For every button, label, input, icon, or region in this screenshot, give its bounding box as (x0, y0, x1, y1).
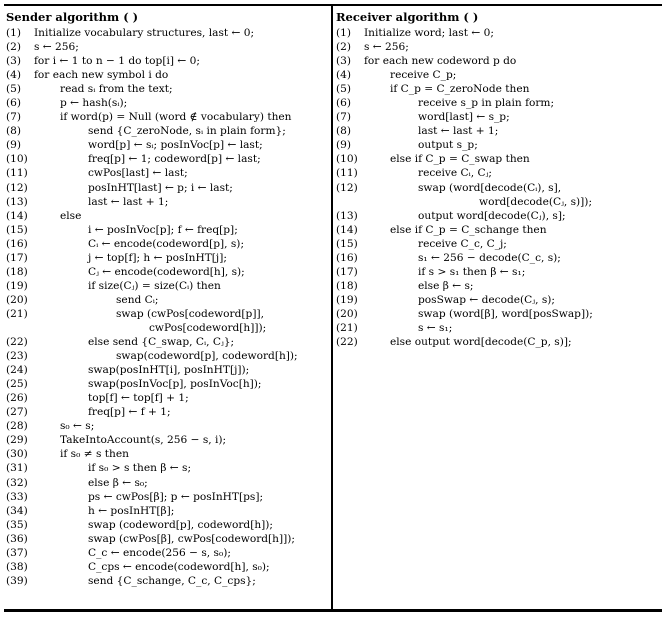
receiver-line (336, 68, 658, 82)
line-number: (12) (6, 181, 28, 194)
line-number: (17) (6, 251, 28, 264)
receiver-line (336, 251, 658, 265)
sender-line (6, 223, 328, 237)
line-number: (11) (336, 167, 358, 180)
line-number: (16) (336, 251, 358, 264)
receiver-line (336, 181, 658, 195)
line-number: (34) (6, 504, 28, 517)
line-number: (27) (6, 406, 28, 419)
code-text: if word(p) = Null (word ∉ vocabulary) then (60, 111, 292, 124)
receiver-line (336, 124, 658, 138)
sender-line (6, 293, 328, 307)
code-text: last ← last + 1; (418, 125, 499, 138)
code-text: h ← posInHT[β]; (88, 504, 175, 517)
sender-line (6, 546, 328, 560)
code-text: for each new codeword p do (364, 55, 517, 68)
line-number: (26) (6, 392, 28, 405)
code-text: C_c ← encode(256 − s, s₀); (88, 546, 231, 559)
code-text: s₀ ← s; (60, 420, 95, 433)
sender-line (6, 335, 328, 349)
code-text: swap(posInVoc[p], posInVoc[h]); (88, 378, 262, 391)
code-text: ps ← cwPos[β]; p ← posInHT[ps]; (88, 490, 264, 503)
receiver-line (336, 152, 658, 166)
line-number: (21) (6, 307, 28, 320)
code-text: if s > s₁ then β ← s₁; (418, 265, 526, 278)
receiver-line (336, 265, 658, 279)
line-number: (7) (336, 111, 352, 124)
line-number: (21) (336, 321, 358, 334)
receiver-line (336, 195, 658, 209)
receiver-title: Receiver algorithm ( ) (336, 10, 479, 24)
sender-line (6, 419, 328, 433)
line-number: (18) (6, 265, 28, 278)
line-number: (33) (6, 490, 28, 503)
receiver-line (336, 54, 658, 68)
line-number: (5) (6, 83, 22, 96)
receiver-line (336, 321, 658, 335)
line-number: (9) (6, 139, 22, 152)
code-text: word[p] ← sᵢ; posInVoc[p] ← last; (88, 139, 263, 152)
line-number: (20) (6, 293, 28, 306)
code-text: receive Cᵢ, Cⱼ; (418, 167, 492, 180)
sender-line (6, 26, 328, 40)
receiver-line (336, 237, 658, 251)
sender-line (6, 237, 328, 251)
code-text: if s₀ ≠ s then (60, 448, 129, 461)
line-number: (32) (6, 476, 28, 489)
sender-line (6, 490, 328, 504)
sender-line (6, 363, 328, 377)
code-text: freq[p] ← f + 1; (88, 406, 171, 419)
code-text: else if C_p = C_swap then (390, 153, 530, 166)
receiver-line (336, 26, 658, 40)
code-text: output s_p; (418, 139, 478, 152)
line-number: (29) (6, 434, 28, 447)
code-text: else (60, 209, 82, 222)
sender-line (6, 476, 328, 490)
line-number: (30) (6, 448, 28, 461)
code-text: swap(codeword[p], codeword[h]); (116, 350, 298, 363)
code-text: s ← 256; (34, 41, 79, 54)
line-number: (17) (336, 265, 358, 278)
code-text: send {C_schange, C_c, C_cps}; (88, 574, 256, 587)
line-number: (19) (6, 279, 28, 292)
sender-code-lines (6, 26, 328, 588)
sender-line (6, 321, 328, 335)
sender-line (6, 405, 328, 419)
line-number: (20) (336, 307, 358, 320)
code-text: Cⱼ ← encode(codeword[h], s); (88, 265, 245, 278)
receiver-line (336, 223, 658, 237)
code-text: word[last] ← s_p; (418, 111, 510, 124)
line-number: (9) (336, 139, 352, 152)
sender-line (6, 447, 328, 461)
line-number: (1) (6, 27, 22, 39)
receiver-line (336, 138, 658, 152)
code-text: Initialize word; last ← 0; (364, 27, 494, 39)
top-rule (4, 4, 662, 6)
line-number: (8) (6, 125, 22, 138)
sender-line (6, 433, 328, 447)
sender-line (6, 209, 328, 223)
code-text: freq[p] ← 1; codeword[p] ← last; (88, 153, 261, 166)
code-text: swap (cwPos[codeword[p]], (116, 307, 264, 320)
sender-line (6, 574, 328, 588)
line-number: (15) (6, 223, 28, 236)
sender-line (6, 68, 328, 82)
sender-line (6, 54, 328, 68)
line-number: (25) (6, 378, 28, 391)
receiver-line (336, 279, 658, 293)
line-number: (4) (6, 69, 22, 82)
line-number: (18) (336, 279, 358, 292)
code-text: read sᵢ from the text; (60, 83, 173, 96)
code-text: if C_p = C_zeroNode then (390, 83, 530, 96)
line-number: (36) (6, 532, 28, 545)
line-number: (24) (6, 364, 28, 377)
code-text: for each new symbol i do (34, 69, 169, 82)
sender-algorithm-column (6, 10, 328, 588)
line-number: (13) (336, 209, 358, 222)
code-text: if size(Cⱼ) = size(Cᵢ) then (88, 279, 221, 292)
code-text: cwPos[last] ← last; (88, 167, 188, 180)
receiver-line (336, 110, 658, 124)
line-number: (14) (6, 209, 28, 222)
code-text: cwPos[codeword[h]]); (149, 321, 267, 334)
code-text: C_cps ← encode(codeword[h], s₀); (88, 560, 270, 573)
code-text: Cᵢ ← encode(codeword[p], s); (88, 237, 245, 250)
code-text: word[decode(Cⱼ, s)]); (479, 195, 593, 208)
sender-line (6, 504, 328, 518)
sender-line (6, 279, 328, 293)
line-number: (2) (6, 41, 22, 54)
code-text: p ← hash(sᵢ); (60, 97, 128, 110)
code-text: top[f] ← top[f] + 1; (88, 392, 189, 405)
line-number: (6) (6, 97, 22, 110)
sender-line (6, 40, 328, 54)
line-number: (12) (336, 181, 358, 194)
line-number: (3) (336, 55, 352, 68)
code-text: posSwap ← decode(Cⱼ, s); (418, 293, 555, 306)
sender-line (6, 307, 328, 321)
sender-line (6, 560, 328, 574)
code-text: swap (codeword[p], codeword[h]); (88, 518, 273, 531)
line-number: (39) (6, 574, 28, 587)
receiver-line (336, 40, 658, 54)
code-text: last ← last + 1; (88, 195, 169, 208)
receiver-line (336, 166, 658, 180)
code-text: else send {C_swap, Cᵢ, Cⱼ}; (88, 336, 235, 349)
sender-line (6, 461, 328, 475)
line-number: (10) (336, 153, 358, 166)
code-text: i ← posInVoc[p]; f ← freq[p]; (88, 223, 238, 236)
receiver-line (336, 96, 658, 110)
sender-line (6, 265, 328, 279)
column-divider (331, 4, 333, 612)
code-text: s ← s₁; (418, 321, 453, 334)
sender-line (6, 138, 328, 152)
sender-line (6, 166, 328, 180)
receiver-code-lines (336, 26, 658, 349)
sender-line (6, 152, 328, 166)
receiver-line (336, 82, 658, 96)
code-text: swap (word[β], word[posSwap]); (418, 307, 593, 320)
code-text: else β ← s₀; (88, 476, 148, 489)
code-text: j ← top[f]; h ← posInHT[j]; (88, 251, 227, 264)
receiver-line (336, 335, 658, 349)
code-text: s₁ ← 256 − decode(C_c, s); (418, 251, 561, 264)
line-number: (38) (6, 560, 28, 573)
code-text: Initialize vocabulary structures, last ← 0; (34, 27, 255, 39)
sender-title: Sender algorithm ( ) (6, 10, 139, 24)
code-text: receive C_c, C_j; (418, 237, 507, 250)
sender-line (6, 377, 328, 391)
line-number: (37) (6, 546, 28, 559)
line-number: (19) (336, 293, 358, 306)
code-text: receive C_p; (390, 69, 457, 82)
line-number: (15) (336, 237, 358, 250)
code-text: else output word[decode(C_p, s)]; (390, 336, 572, 349)
sender-line (6, 96, 328, 110)
line-number: (16) (6, 237, 28, 250)
receiver-algorithm-column (336, 10, 658, 349)
line-number: (14) (336, 223, 358, 236)
line-number: (10) (6, 153, 28, 166)
line-number: (8) (336, 125, 352, 138)
line-number: (3) (6, 55, 22, 68)
line-number: (22) (336, 336, 358, 349)
line-number: (7) (6, 111, 22, 124)
line-number: (31) (6, 462, 28, 475)
line-number: (35) (6, 518, 28, 531)
receiver-line (336, 307, 658, 321)
sender-line (6, 181, 328, 195)
sender-line (6, 349, 328, 363)
line-number: (28) (6, 420, 28, 433)
sender-line (6, 391, 328, 405)
sender-line (6, 518, 328, 532)
receiver-line (336, 209, 658, 223)
code-text: send Cᵢ; (116, 293, 159, 306)
code-text: for i ← 1 to n − 1 do top[i] ← 0; (34, 55, 200, 68)
code-text: swap(posInHT[i], posInHT[j]); (88, 364, 250, 377)
line-number: (22) (6, 336, 28, 349)
code-text: TakeIntoAccount(s, 256 − s, i); (60, 434, 227, 447)
code-text: send {C_zeroNode, sᵢ in plain form}; (88, 125, 286, 138)
sender-line (6, 124, 328, 138)
sender-line (6, 195, 328, 209)
code-text: swap (cwPos[β], cwPos[codeword[h]]); (88, 532, 295, 545)
code-text: posInHT[last] ← p; i ← last; (88, 181, 233, 194)
code-text: receive s_p in plain form; (418, 97, 555, 110)
line-number: (4) (336, 69, 352, 82)
line-number: (11) (6, 167, 28, 180)
line-number: (5) (336, 83, 352, 96)
line-number: (23) (6, 350, 28, 363)
code-text: if s₀ > s then β ← s; (88, 462, 192, 475)
sender-line (6, 532, 328, 546)
code-text: output word[decode(Cⱼ), s]; (418, 209, 566, 222)
code-text: s ← 256; (364, 41, 409, 54)
receiver-line (336, 293, 658, 307)
line-number: (2) (336, 41, 352, 54)
sender-line (6, 110, 328, 124)
line-number: (6) (336, 97, 352, 110)
line-number: (1) (336, 27, 352, 39)
code-text: else if C_p = C_schange then (390, 223, 547, 236)
bottom-rule (4, 609, 662, 612)
sender-line (6, 251, 328, 265)
line-number: (13) (6, 195, 28, 208)
code-text: else β ← s; (418, 279, 474, 292)
sender-line (6, 82, 328, 96)
code-text: swap (word[decode(Cᵢ), s], (418, 181, 562, 194)
